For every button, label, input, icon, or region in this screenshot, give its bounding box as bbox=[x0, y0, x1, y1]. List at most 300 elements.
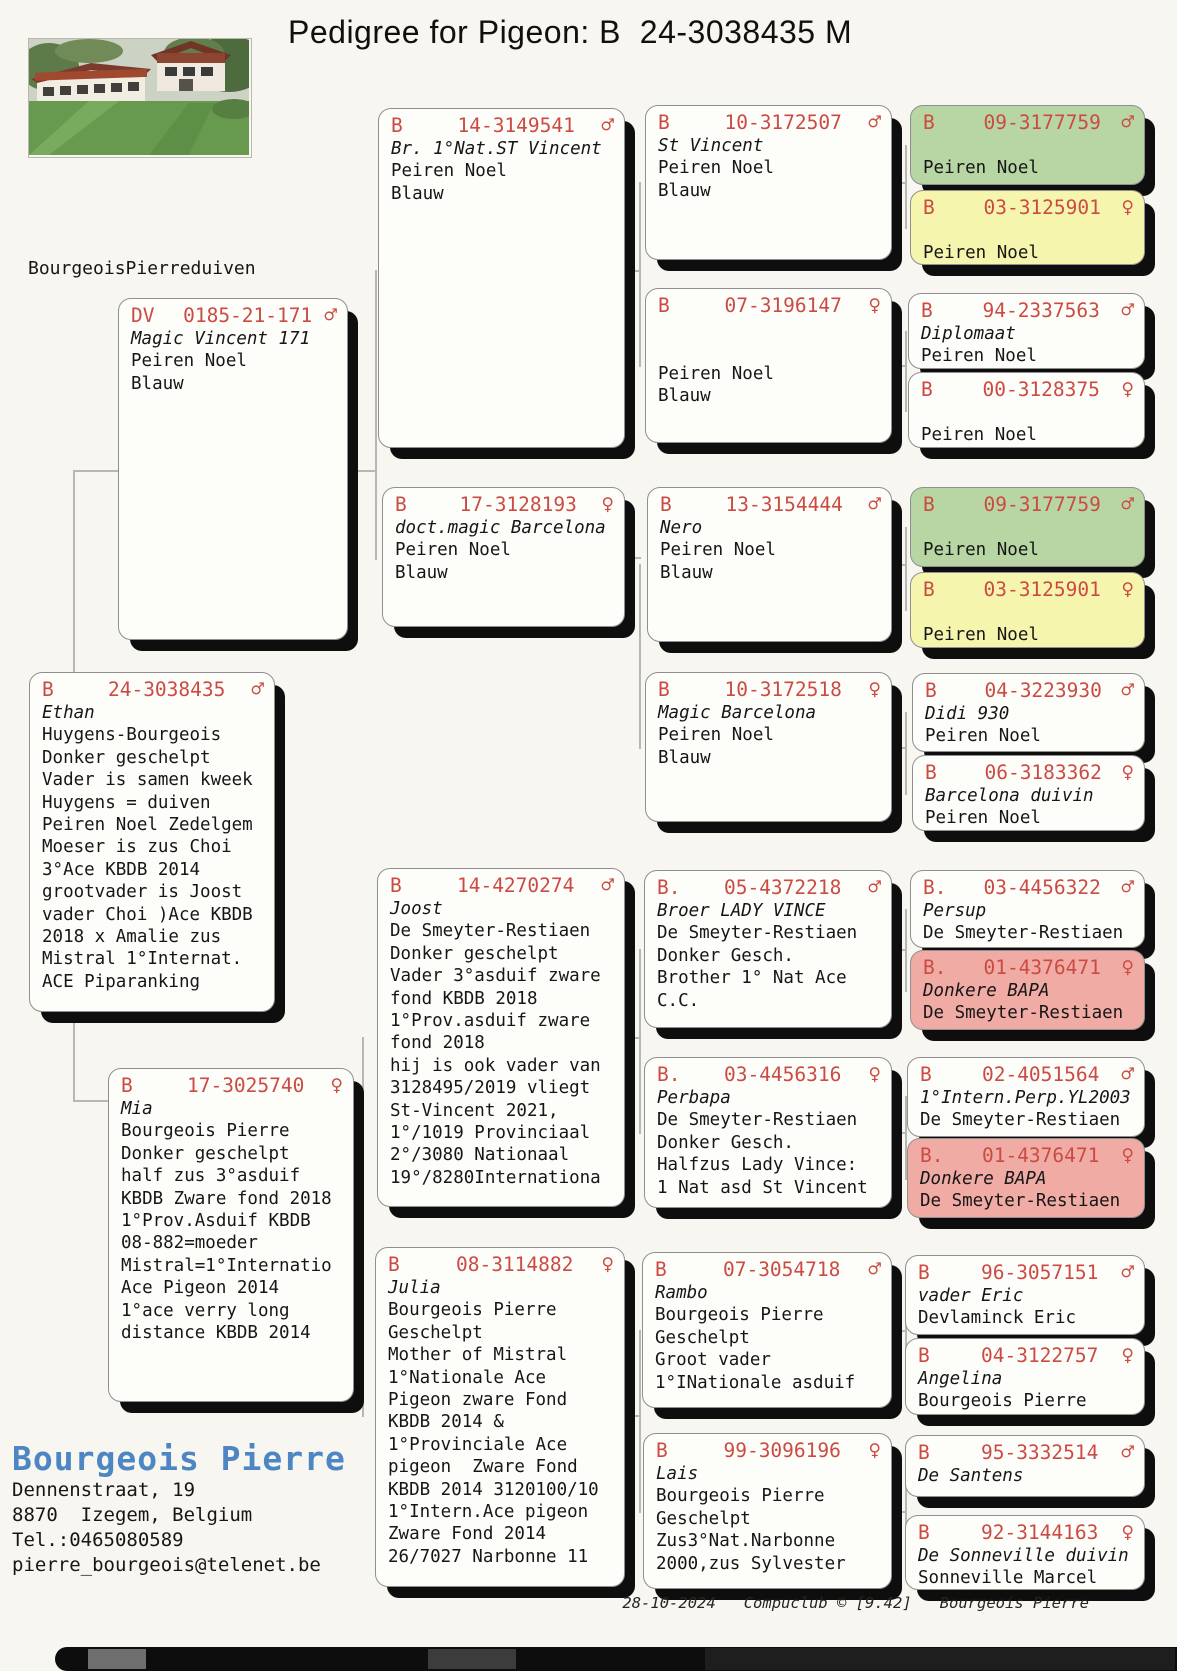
male-symbol-icon: ♂ bbox=[601, 873, 614, 897]
country-code: B bbox=[658, 111, 670, 134]
pedigree-box-g5g bbox=[912, 673, 1145, 752]
pedigree-box-g5e bbox=[910, 487, 1145, 567]
country-code: B. bbox=[657, 876, 681, 899]
info-line: Blauw bbox=[395, 562, 448, 583]
info-line: Geschelpt bbox=[388, 1322, 483, 1343]
pedigree-box-g4c bbox=[647, 487, 892, 642]
ring-header bbox=[923, 955, 1134, 980]
male-symbol-icon: ♂ bbox=[1121, 1062, 1134, 1086]
ring-number: 95-3332514 bbox=[980, 1441, 1099, 1464]
connector-line bbox=[639, 182, 641, 367]
country-code: B bbox=[925, 761, 937, 784]
ring-header bbox=[918, 1343, 1134, 1368]
ring-number: 09-3177759 bbox=[983, 493, 1101, 516]
connector-line bbox=[892, 564, 907, 566]
pedigree-box-subject bbox=[29, 672, 275, 1012]
pedigree-box-g3a bbox=[378, 108, 625, 448]
country-code: B. bbox=[923, 956, 947, 979]
pedigree-box-g5f bbox=[910, 572, 1145, 648]
male-symbol-icon: ♂ bbox=[601, 113, 614, 137]
info-line bbox=[658, 340, 881, 362]
connector-line bbox=[892, 182, 907, 184]
connector-line bbox=[625, 1415, 641, 1417]
info-line: grootvader is Joost bbox=[42, 882, 243, 903]
footer bbox=[622, 1594, 1089, 1612]
male-symbol-icon: ♂ bbox=[1121, 1440, 1134, 1464]
pigeon-name: Magic Barcelona bbox=[658, 703, 817, 723]
info-line: Blauw bbox=[660, 562, 713, 583]
country-code: B bbox=[918, 1344, 930, 1367]
connector-line bbox=[892, 1330, 907, 1332]
country-code: B. bbox=[920, 1144, 944, 1167]
ring-number: 24-3038435 bbox=[107, 678, 226, 701]
connector-line bbox=[892, 1511, 907, 1513]
male-symbol-icon: ♂ bbox=[1121, 298, 1134, 322]
male-symbol-icon: ♂ bbox=[324, 303, 337, 327]
info-line: De Smeyter-Restiaen bbox=[920, 1110, 1121, 1131]
connector-line bbox=[625, 557, 641, 559]
ring-number: 09-3177759 bbox=[983, 111, 1101, 134]
info-line: KBDB Zware fond 2018 bbox=[121, 1188, 332, 1209]
ring-header bbox=[923, 492, 1134, 517]
pedigree-box-g5m bbox=[905, 1255, 1145, 1335]
info-line: Peiren Noel bbox=[660, 540, 776, 561]
ring-number: 05-4372218 bbox=[723, 876, 842, 899]
info-line: 26/7027 Narbonne 11 bbox=[388, 1546, 589, 1567]
pigeon-name: Broer LADY VINCE bbox=[657, 901, 826, 921]
pedigree-box-g5i bbox=[910, 870, 1145, 948]
connector-line bbox=[892, 747, 907, 749]
pedigree-box-g5a bbox=[910, 105, 1145, 185]
info-line: Blauw bbox=[658, 747, 711, 768]
info-line: Blauw bbox=[131, 373, 184, 394]
ring-number: 96-3057151 bbox=[980, 1261, 1099, 1284]
female-symbol-icon: ♀ bbox=[1121, 377, 1134, 401]
info-line: fond KBDB 2018 bbox=[390, 988, 538, 1009]
info-line: Bourgeois Pierre bbox=[656, 1486, 825, 1507]
male-symbol-icon: ♂ bbox=[1121, 1260, 1134, 1284]
info-line: Blauw bbox=[391, 183, 444, 204]
ring-number: 03-3125901 bbox=[983, 578, 1101, 601]
info-line: ACE Piparanking bbox=[42, 971, 201, 992]
connector-line bbox=[362, 1037, 364, 1417]
ring-header bbox=[42, 677, 264, 702]
pigeon-name: Ethan bbox=[42, 703, 95, 723]
info-line: distance KBDB 2014 bbox=[121, 1323, 311, 1344]
info-line: Geschelpt bbox=[655, 1327, 750, 1348]
ring-header bbox=[121, 1073, 343, 1098]
ring-number: 01-4376471 bbox=[981, 1144, 1100, 1167]
pigeon-name: Magic Vincent 171 bbox=[131, 329, 311, 349]
country-code: B bbox=[42, 678, 54, 701]
info-line: De Smeyter-Restiaen bbox=[923, 1003, 1124, 1024]
loft-name-label: BourgeoisPierreduiven bbox=[28, 258, 256, 279]
country-code: B bbox=[918, 1441, 930, 1464]
pigeon-name: Br. 1°Nat.ST Vincent bbox=[391, 139, 602, 159]
scan-artifact-segment bbox=[705, 1648, 1175, 1670]
pigeon-name: Julia bbox=[388, 1278, 441, 1298]
ring-number: 17-3025740 bbox=[186, 1074, 305, 1097]
female-symbol-icon: ♀ bbox=[1121, 1520, 1134, 1544]
ring-number: 14-3149541 bbox=[457, 114, 575, 137]
pigeon-name: Perbapa bbox=[657, 1088, 731, 1108]
ring-number: 10-3172507 bbox=[724, 111, 842, 134]
ring-header bbox=[921, 377, 1134, 402]
male-symbol-icon: ♂ bbox=[251, 677, 264, 701]
female-symbol-icon: ♀ bbox=[1121, 760, 1134, 784]
info-line: Sonneville Marcel bbox=[918, 1568, 1098, 1589]
info-line: half zus 3°asduif bbox=[121, 1166, 301, 1187]
country-code: B bbox=[923, 111, 935, 134]
info-line: Peiren Noel bbox=[923, 243, 1039, 264]
info-line: Bourgeois Pierre bbox=[918, 1391, 1087, 1412]
info-line: St-Vincent 2021, bbox=[390, 1100, 559, 1121]
ring-header bbox=[657, 1062, 881, 1087]
info-line: 1°ace verry long bbox=[121, 1300, 290, 1321]
pigeon-name: Mia bbox=[121, 1099, 153, 1119]
pigeon-name: Angelina bbox=[918, 1369, 1003, 1389]
info-line: Donker Gesch. bbox=[657, 945, 794, 966]
ring-number: 03-3125901 bbox=[983, 196, 1101, 219]
female-symbol-icon: ♀ bbox=[601, 492, 614, 516]
female-symbol-icon: ♀ bbox=[1121, 1343, 1134, 1367]
female-symbol-icon: ♀ bbox=[868, 677, 881, 701]
info-line: Peiren Noel bbox=[395, 540, 511, 561]
info-line: 2000,zus Sylvester bbox=[656, 1553, 846, 1574]
pedigree-box-g5l bbox=[907, 1138, 1145, 1218]
info-line: Peiren Noel bbox=[923, 540, 1039, 561]
ring-header bbox=[918, 1520, 1134, 1545]
pedigree-box-g3d bbox=[375, 1247, 625, 1587]
female-symbol-icon: ♀ bbox=[868, 1438, 881, 1462]
info-line: 08-882=moeder bbox=[121, 1233, 258, 1254]
pigeon-name: Nero bbox=[660, 518, 703, 538]
ring-header bbox=[391, 113, 614, 138]
info-line: Peiren Noel bbox=[925, 726, 1041, 747]
pigeon-name: Rambo bbox=[655, 1283, 708, 1303]
ring-number: 07-3054718 bbox=[722, 1258, 841, 1281]
pedigree-box-g5k bbox=[907, 1057, 1145, 1137]
info-line: hij is ook vader van bbox=[390, 1055, 601, 1076]
country-code: B bbox=[918, 1261, 930, 1284]
pigeon-name: Diplomaat bbox=[921, 324, 1016, 344]
page-title: Pedigree for Pigeon: B 24-3038435 M bbox=[288, 14, 853, 50]
ring-header bbox=[131, 303, 337, 328]
ring-number: 03-4456322 bbox=[983, 876, 1101, 899]
male-symbol-icon: ♂ bbox=[1121, 110, 1134, 134]
ring-header bbox=[921, 298, 1134, 323]
pigeon-name bbox=[923, 135, 1134, 157]
info-line: Blauw bbox=[658, 180, 711, 201]
info-line: fond 2018 bbox=[390, 1033, 485, 1054]
pedigree-box-g5o bbox=[905, 1435, 1145, 1497]
ring-header bbox=[657, 875, 881, 900]
loft-photo bbox=[28, 38, 252, 158]
info-line: Mother of Mistral bbox=[388, 1345, 568, 1366]
info-line: Peiren Noel bbox=[925, 808, 1041, 829]
info-line: Huygens-Bourgeois bbox=[42, 725, 222, 746]
male-symbol-icon: ♂ bbox=[868, 875, 881, 899]
info-line: Donker geschelpt bbox=[121, 1143, 290, 1164]
info-line: Moeser is zus Choi bbox=[42, 837, 232, 858]
country-code: B bbox=[395, 493, 407, 516]
ring-header bbox=[658, 110, 881, 135]
ring-number: 03-4456316 bbox=[723, 1063, 842, 1086]
ring-header bbox=[923, 195, 1134, 220]
ring-number: 00-3128375 bbox=[982, 378, 1100, 401]
country-code: B bbox=[658, 294, 670, 317]
pedigree-box-g3b bbox=[382, 487, 625, 627]
info-line: Donker geschelpt bbox=[390, 943, 559, 964]
pigeon-name: De Sonneville duivin bbox=[918, 1546, 1129, 1566]
country-code: B bbox=[658, 678, 670, 701]
info-line: Peiren Noel bbox=[921, 425, 1037, 446]
female-symbol-icon: ♀ bbox=[868, 293, 881, 317]
ring-number: 14-4270274 bbox=[456, 874, 575, 897]
contact-block bbox=[12, 1440, 346, 1578]
info-line: Brother 1° Nat Ace bbox=[657, 968, 847, 989]
contact-name: Bourgeois Pierre bbox=[12, 1439, 346, 1478]
pigeon-name bbox=[923, 602, 1134, 624]
info-line: Donker geschelpt bbox=[42, 747, 211, 768]
info-line: Geschelpt bbox=[656, 1508, 751, 1529]
pigeon-name: Persup bbox=[923, 901, 987, 921]
contact-email: pierre_bourgeois@telenet.be bbox=[12, 1554, 321, 1576]
pigeon-name: Joost bbox=[390, 899, 443, 919]
country-code: B bbox=[390, 874, 402, 897]
ring-header bbox=[660, 492, 881, 517]
female-symbol-icon: ♀ bbox=[1121, 1143, 1134, 1167]
ring-number: 94-2337563 bbox=[982, 299, 1100, 322]
info-line: 2°/3080 Nationaal bbox=[390, 1145, 570, 1166]
connector-line bbox=[639, 564, 641, 749]
ring-number: 04-3122757 bbox=[980, 1344, 1099, 1367]
info-line: Ace Pigeon 2014 bbox=[121, 1278, 280, 1299]
info-line: Peiren Noel Zedelgem bbox=[42, 815, 253, 836]
ring-header bbox=[655, 1257, 881, 1282]
info-line: Bourgeois Pierre bbox=[655, 1305, 824, 1326]
country-code: B bbox=[388, 1253, 400, 1276]
info-line: KBDB 2014 & bbox=[388, 1412, 504, 1433]
country-code: B bbox=[925, 679, 937, 702]
info-line: De Smeyter-Restiaen bbox=[657, 1110, 858, 1131]
ring-number: 08-3114882 bbox=[455, 1253, 574, 1276]
ring-header bbox=[390, 873, 614, 898]
female-symbol-icon: ♀ bbox=[868, 1062, 881, 1086]
info-line: Peiren Noel bbox=[923, 625, 1039, 646]
loft-photo-image bbox=[29, 39, 249, 155]
info-line: Groot vader bbox=[655, 1350, 771, 1371]
info-line: De Smeyter-Restiaen bbox=[390, 921, 591, 942]
info-line: Blauw bbox=[658, 386, 711, 407]
country-code: B bbox=[921, 299, 933, 322]
pigeon-name: St Vincent bbox=[658, 136, 764, 156]
info-line: 2018 x Amalie zus bbox=[42, 927, 222, 948]
pigeon-name: vader Eric bbox=[918, 1286, 1024, 1306]
info-line: pigeon Zware Fond bbox=[388, 1457, 578, 1478]
info-line: 1°Provinciale Ace bbox=[388, 1434, 568, 1455]
female-symbol-icon: ♀ bbox=[330, 1073, 343, 1097]
connector-line bbox=[625, 270, 641, 272]
pigeon-name bbox=[921, 402, 1134, 424]
ring-header bbox=[656, 1438, 881, 1463]
info-line: Donker Gesch. bbox=[657, 1132, 794, 1153]
ring-header bbox=[920, 1062, 1134, 1087]
male-symbol-icon: ♂ bbox=[1121, 875, 1134, 899]
pigeon-name bbox=[658, 318, 881, 340]
pedigree-box-g4h bbox=[643, 1433, 892, 1589]
pedigree-box-g5b bbox=[910, 190, 1145, 265]
info-line: vader Choi )Ace KBDB bbox=[42, 904, 253, 925]
info-line: 1°/1019 Provinciaal bbox=[390, 1123, 591, 1144]
male-symbol-icon: ♂ bbox=[868, 492, 881, 516]
ring-number: 99-3096196 bbox=[723, 1439, 841, 1462]
info-line: KBDB 2014 3120100/10 bbox=[388, 1479, 599, 1500]
info-line: Peiren Noel bbox=[658, 158, 774, 179]
info-line: Peiren Noel bbox=[658, 725, 774, 746]
info-line: Zus3°Nat.Narbonne bbox=[656, 1531, 836, 1552]
ring-header bbox=[388, 1252, 614, 1277]
pedigree-box-g4f bbox=[644, 1057, 892, 1208]
info-line: Vader 3°asduif zware bbox=[390, 966, 601, 987]
ring-header bbox=[923, 875, 1134, 900]
country-code: B bbox=[121, 1074, 133, 1097]
connector-line bbox=[892, 365, 907, 367]
info-line: Bourgeois Pierre bbox=[121, 1121, 290, 1142]
info-line: Halfzus Lady Vince: bbox=[657, 1155, 858, 1176]
pedigree-box-g5h bbox=[912, 755, 1145, 831]
pedigree-box-g3c bbox=[377, 868, 625, 1207]
ring-header bbox=[918, 1260, 1134, 1285]
pigeon-name: 1°Intern.Perp.YL2003 bbox=[920, 1088, 1131, 1108]
info-line: 1°Intern.Ace pigeon bbox=[388, 1502, 589, 1523]
female-symbol-icon: ♀ bbox=[1121, 577, 1134, 601]
female-symbol-icon: ♀ bbox=[1121, 195, 1134, 219]
info-line: 1°Prov.asduif zware bbox=[390, 1011, 591, 1032]
ring-header bbox=[920, 1143, 1134, 1168]
info-line: 19°/8280Internationa bbox=[390, 1167, 601, 1188]
pedigree-box-g5p bbox=[905, 1515, 1145, 1590]
connector-line bbox=[892, 1132, 907, 1134]
pedigree-box-g5j bbox=[910, 950, 1145, 1030]
info-line: Mistral=1°Internatio bbox=[121, 1255, 332, 1276]
connector-line bbox=[905, 145, 907, 229]
scan-artifact-segment bbox=[88, 1649, 146, 1669]
connector-line bbox=[905, 712, 907, 795]
info-line: C.C. bbox=[657, 990, 700, 1011]
info-line: Peiren Noel bbox=[658, 363, 774, 384]
country-code: DV bbox=[131, 304, 155, 327]
pedigree-box-g4e bbox=[644, 870, 892, 1028]
ring-header bbox=[923, 110, 1134, 135]
scan-artifact-segment bbox=[428, 1649, 516, 1669]
info-line: 1°Prov.Asduif KBDB bbox=[121, 1211, 311, 1232]
female-symbol-icon: ♀ bbox=[1121, 955, 1134, 979]
ring-header bbox=[923, 577, 1134, 602]
info-line: Peiren Noel bbox=[131, 351, 247, 372]
country-code: B bbox=[660, 493, 672, 516]
country-code: B bbox=[923, 493, 935, 516]
info-line: Pigeon zware Fond bbox=[388, 1390, 568, 1411]
info-line: De Smeyter-Restiaen bbox=[923, 923, 1124, 944]
pedigree-box-g4g bbox=[642, 1252, 892, 1408]
ring-number: 13-3154444 bbox=[725, 493, 843, 516]
country-code: B bbox=[655, 1258, 667, 1281]
ring-header bbox=[395, 492, 614, 517]
contact-address-2: 8870 Izegem, Belgium bbox=[12, 1504, 253, 1526]
info-line: Peiren Noel bbox=[921, 346, 1037, 367]
pigeon-name bbox=[923, 220, 1134, 242]
pedigree-box-g4a bbox=[645, 105, 892, 260]
info-line: Mistral 1°Internat. bbox=[42, 949, 243, 970]
pedigree-box-g5c bbox=[908, 293, 1145, 369]
footer-software: Compuclub © [9.42] bbox=[743, 1594, 912, 1612]
pigeon-name: Didi 930 bbox=[925, 704, 1010, 724]
connector-line bbox=[623, 1037, 641, 1039]
info-line: 3°Ace KBDB 2014 bbox=[42, 859, 201, 880]
ring-header bbox=[925, 678, 1134, 703]
ring-number: 07-3196147 bbox=[724, 294, 842, 317]
country-code: B bbox=[921, 378, 933, 401]
info-line: Vader is samen kweek bbox=[42, 770, 253, 791]
pigeon-name: Donkere BAPA bbox=[920, 1169, 1047, 1189]
ring-header bbox=[925, 760, 1134, 785]
contact-phone: Tel.:0465080589 bbox=[12, 1529, 184, 1551]
pedigree-box-g4d bbox=[645, 672, 892, 822]
ring-number: 02-4051564 bbox=[981, 1063, 1100, 1086]
footer-date: 28-10-2024 bbox=[622, 1594, 716, 1612]
connector-line bbox=[892, 949, 907, 951]
pedigree-box-g5d bbox=[908, 372, 1145, 448]
connector-line bbox=[73, 470, 120, 472]
pigeon-name: Donkere BAPA bbox=[923, 981, 1050, 1001]
pigeon-name bbox=[923, 517, 1134, 539]
ring-header bbox=[918, 1440, 1134, 1465]
connector-line bbox=[348, 470, 377, 472]
info-line: Peiren Noel bbox=[923, 158, 1039, 179]
male-symbol-icon: ♂ bbox=[1121, 678, 1134, 702]
female-symbol-icon: ♀ bbox=[601, 1252, 614, 1276]
ring-number: 04-3223930 bbox=[984, 679, 1102, 702]
info-line: Huygens = duiven bbox=[42, 792, 211, 813]
info-line: 1°INationale asduif bbox=[655, 1372, 856, 1393]
ring-number: 0185-21-171 bbox=[183, 304, 313, 327]
connector-line bbox=[905, 527, 907, 611]
connector-line bbox=[354, 1235, 364, 1237]
country-code: B bbox=[923, 578, 935, 601]
pigeon-name: Lais bbox=[656, 1464, 699, 1484]
ring-header bbox=[658, 677, 881, 702]
ring-number: 01-4376471 bbox=[983, 956, 1101, 979]
pigeon-name: doct.magic Barcelona bbox=[395, 518, 606, 538]
connector-line bbox=[905, 331, 907, 412]
country-code: B bbox=[920, 1063, 932, 1086]
info-line: Peiren Noel bbox=[391, 161, 507, 182]
connector-line bbox=[375, 270, 377, 560]
info-line: Bourgeois Pierre bbox=[388, 1300, 557, 1321]
info-line: 1 Nat asd St Vincent bbox=[657, 1177, 868, 1198]
ring-number: 06-3183362 bbox=[984, 761, 1102, 784]
info-line: 3128495/2019 vliegt bbox=[390, 1078, 591, 1099]
pedigree-box-dam bbox=[108, 1068, 354, 1402]
pigeon-name: Barcelona duivin bbox=[925, 786, 1094, 806]
connector-line bbox=[73, 1100, 110, 1102]
footer-owner: Bourgeois Pierre bbox=[939, 1594, 1089, 1612]
male-symbol-icon: ♂ bbox=[1121, 492, 1134, 516]
country-code: B bbox=[918, 1521, 930, 1544]
male-symbol-icon: ♂ bbox=[868, 110, 881, 134]
country-code: B. bbox=[923, 876, 947, 899]
